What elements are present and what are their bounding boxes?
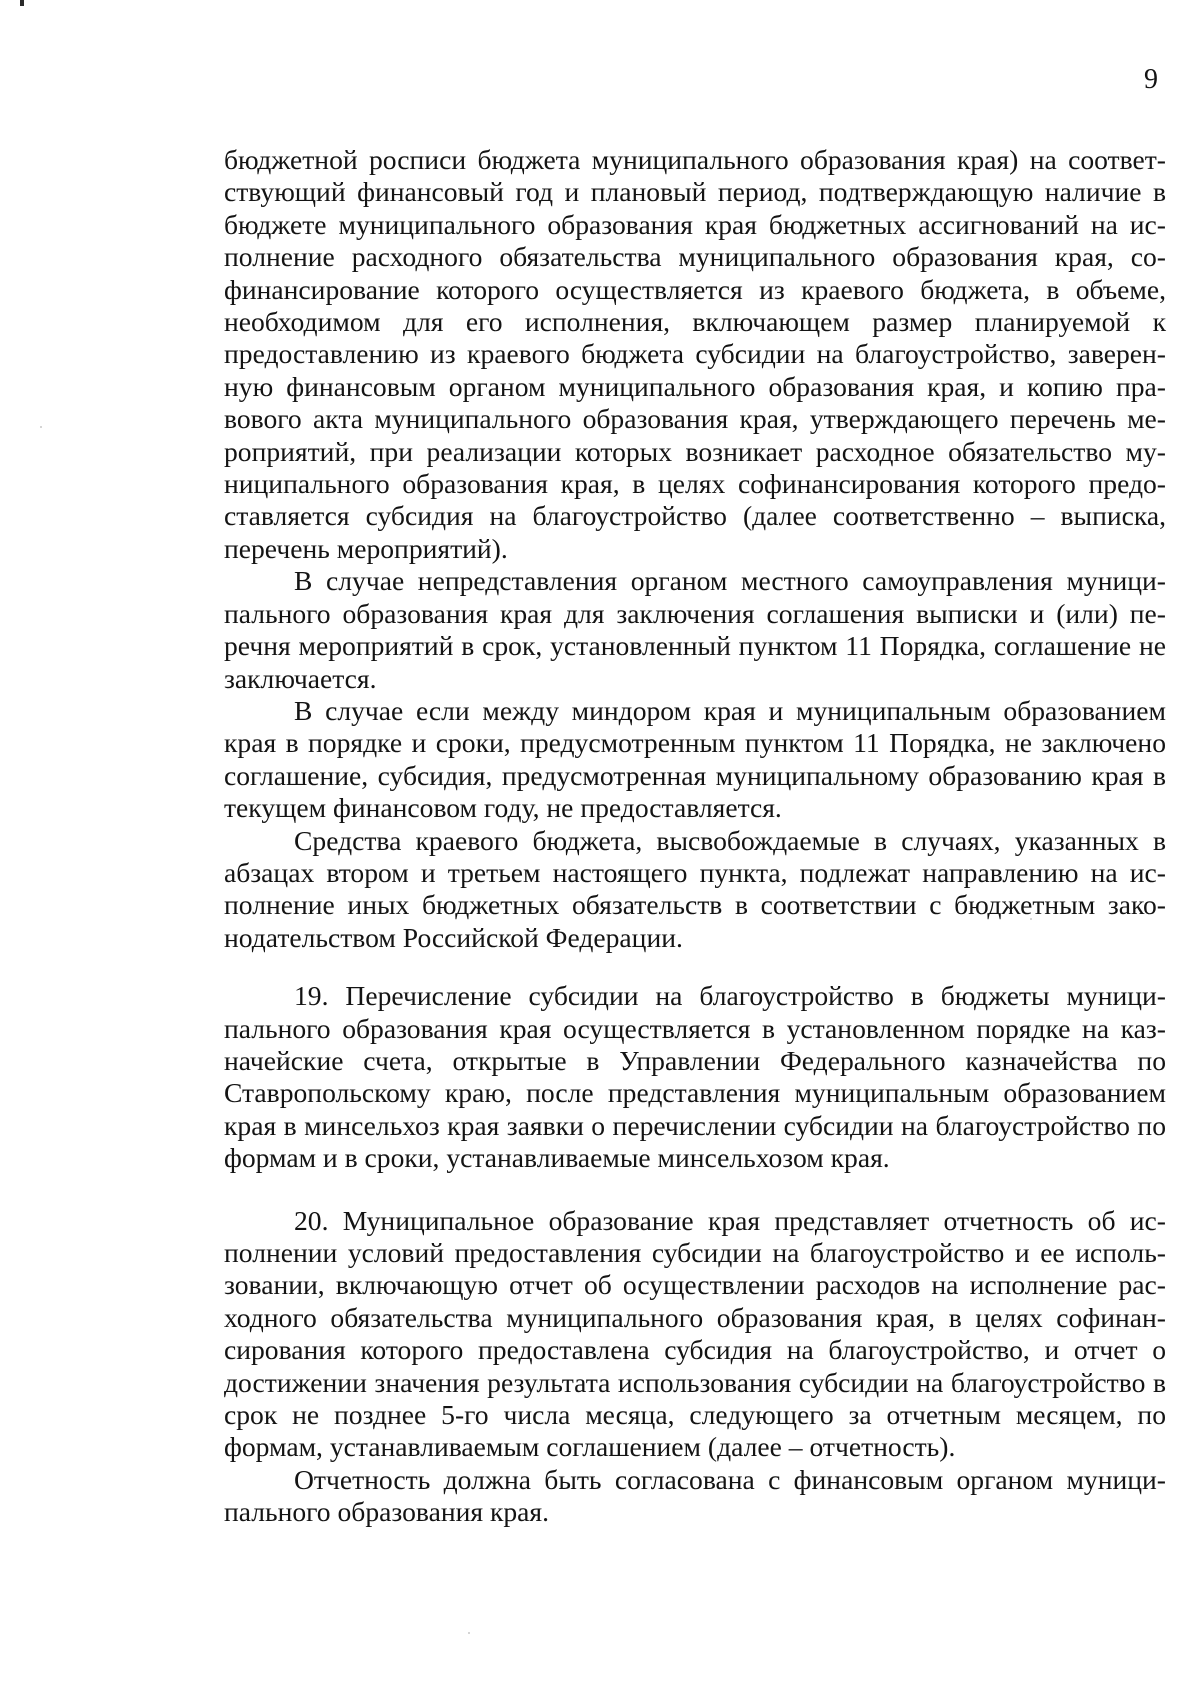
paragraph-released-funds: Средства краевого бюджета, высвобождаемые в случаях, указанных в абзацах втором и третьем настоящего пункта, подлежат направлению на исполнение иных бюджетных обязательств в соответствии с бюджетным законодательством Российской Федерации. <box>224 824 1166 953</box>
scan-artifact-mark <box>20 0 24 6</box>
paragraph-non-submission: В случае непредставления органом местного самоуправления муниципального образования края для заключения соглашения выписки и (или) перечня мероприятий в срок, установленный пунктом 11 Порядка, соглашение не заключается. <box>224 565 1166 694</box>
paragraph-reporting-approval: Отчетность должна быть согласована с финансовым органом муниципального образования края. <box>224 1463 1166 1528</box>
paragraph-item-19: 19. Перечисление субсидии на благоустройство в бюджеты муниципального образования края осуществляется в установленном порядке на казначейские счета, открытые в Управлении Федерального казначейства по Ставропольскому краю, после представления муниципальным образованием края в минсельхоз края заявки о перечислении субсидии на благоустройство по формам и в сроки, устанавливаемые минсельхозом края. <box>224 980 1166 1174</box>
scan-artifact-dot <box>40 426 42 428</box>
scan-artifact-dot <box>468 1632 470 1634</box>
paragraph-item-20: 20. Муниципальное образование края представляет отчетность об исполнении условий предоставления субсидии на благоустройство и ее использовании, включающую отчет об осуществлении расходов на исполнение расходного обязательства муниципального образования края, в целях софинансирования которого предоставлена субсидия на благоустройство, и отчет о достижении значения результата использования субсидии на благоустройство в срок не позднее 5-го числа месяца, следующего за отчетным месяцем, по формам, устанавливаемым соглашением (далее – отчетность). <box>224 1204 1166 1463</box>
paragraph-continuation: бюджетной росписи бюджета муниципального образования края) на соответствующий финансовый год и плановый период, подтверждающую наличие в бюджете муниципального образования края бюджетных ассигнований на исполнение расходного обязательства муниципального образования края, софинансирование которого осуществляется из краевого бюджета, в объеме, необходимом для его исполнения, включающем размер планируемой к предоставлению из краевого бюджета субсидии на благоустройство, заверенную финансовым органом муниципального образования края, и копию правового акта муниципального образования края, утверждающего перечень мероприятий, при реализации которых возникает расходное обязательство муниципального образования края, в целях софинансирования которого предоставляется субсидия на благоустройство (далее соответственно – выписка, перечень мероприятий). <box>224 144 1166 564</box>
page-number: 9 <box>1144 64 1158 95</box>
paragraph-no-agreement: В случае если между миндором края и муниципальным образованием края в порядке и сроки, предусмотренным пунктом 11 Порядка, не заключено соглашение, субсидия, предусмотренная муниципальному образованию края в текущем финансовом году, не предоставляется. <box>224 694 1166 824</box>
document-body <box>224 144 1166 1529</box>
